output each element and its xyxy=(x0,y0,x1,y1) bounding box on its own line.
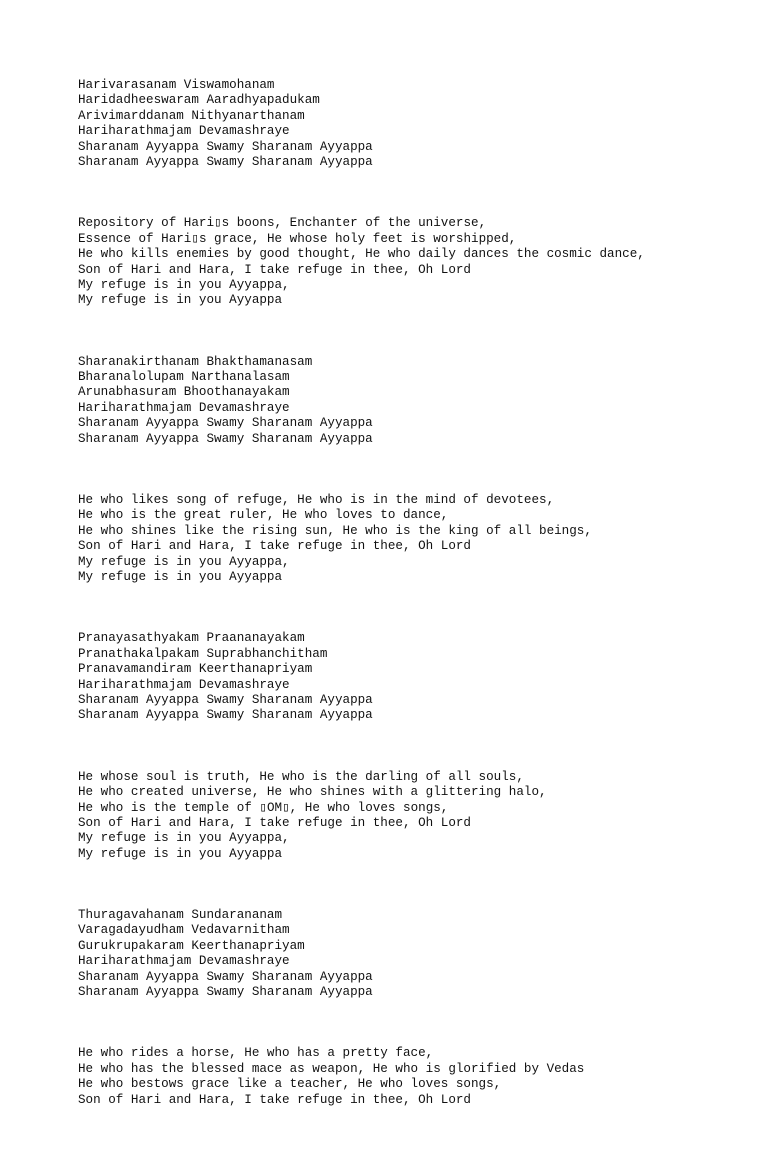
verse-line: Hariharathmajam Devamashraye xyxy=(78,954,290,969)
stanza-2-sanskrit xyxy=(78,355,758,447)
translation-line: He who rides a horse, He who has a pretty face, xyxy=(78,1046,434,1061)
refrain-line: My refuge is in you Ayyappa, xyxy=(78,554,290,569)
refrain-line: Sharanam Ayyappa Swamy Sharanam Ayyappa xyxy=(78,985,373,1000)
verse-line: Gurukrupakaram Keerthanapriyam xyxy=(78,938,305,953)
verse-line: Hariharathmajam Devamashraye xyxy=(78,677,290,692)
refrain-line: My refuge is in you Ayyappa, xyxy=(78,831,290,846)
refrain-line: Sharanam Ayyappa Swamy Sharanam Ayyappa xyxy=(78,708,373,723)
translation-line: Son of Hari and Hara, I take refuge in thee, Oh Lord xyxy=(78,262,471,277)
verse-line: Sharanakirthanam Bhakthamanasam xyxy=(78,354,313,369)
stanza-1-translation xyxy=(78,216,758,308)
refrain-line: My refuge is in you Ayyappa xyxy=(78,846,283,861)
translation-line: He who is the great ruler, He who loves to dance, xyxy=(78,508,449,523)
stanza-1-sanskrit xyxy=(78,78,758,170)
refrain-line: Sharanam Ayyappa Swamy Sharanam Ayyappa xyxy=(78,139,373,154)
verse-line: Arivimarddanam Nithyanarthanam xyxy=(78,108,305,123)
refrain-line: Sharanam Ayyappa Swamy Sharanam Ayyappa xyxy=(78,431,373,446)
refrain-line: Sharanam Ayyappa Swamy Sharanam Ayyappa xyxy=(78,154,373,169)
translation-line: Essence of Hari▯s grace, He whose holy feet is worshipped, xyxy=(78,231,517,246)
translation-line: He who is the temple of ▯OM▯, He who loves songs, xyxy=(78,800,449,815)
refrain-line: My refuge is in you Ayyappa, xyxy=(78,277,290,292)
translation-line: He whose soul is truth, He who is the darling of all souls, xyxy=(78,769,524,784)
document-page xyxy=(78,78,758,1154)
translation-line: He who likes song of refuge, He who is in the mind of devotees, xyxy=(78,493,555,508)
stanza-4-sanskrit xyxy=(78,908,758,1000)
stanza-4-translation xyxy=(78,1046,758,1108)
verse-line: Pranavamandiram Keerthanapriyam xyxy=(78,662,313,677)
refrain-line: My refuge is in you Ayyappa xyxy=(78,569,283,584)
refrain-line: Sharanam Ayyappa Swamy Sharanam Ayyappa xyxy=(78,416,373,431)
translation-line: Son of Hari and Hara, I take refuge in thee, Oh Lord xyxy=(78,1092,471,1107)
translation-line: He who created universe, He who shines with a glittering halo, xyxy=(78,785,547,800)
stanza-3-sanskrit xyxy=(78,631,758,723)
refrain-line: Sharanam Ayyappa Swamy Sharanam Ayyappa xyxy=(78,969,373,984)
translation-line: He who bestows grace like a teacher, He who loves songs, xyxy=(78,1077,502,1092)
verse-line: Bharanalolupam Narthanalasam xyxy=(78,370,290,385)
verse-line: Hariharathmajam Devamashraye xyxy=(78,400,290,415)
stanza-2-translation xyxy=(78,493,758,585)
verse-line: Thuragavahanam Sundarananam xyxy=(78,908,283,923)
translation-line: He who has the blessed mace as weapon, He who is glorified by Vedas xyxy=(78,1061,585,1076)
translation-line: Repository of Hari▯s boons, Enchanter of the universe, xyxy=(78,216,487,231)
translation-line: He who kills enemies by good thought, He who daily dances the cosmic dance, xyxy=(78,247,645,262)
refrain-line: My refuge is in you Ayyappa xyxy=(78,293,283,308)
translation-line: He who shines like the rising sun, He who is the king of all beings, xyxy=(78,523,592,538)
translation-line: Son of Hari and Hara, I take refuge in thee, Oh Lord xyxy=(78,539,471,554)
refrain-line: Sharanam Ayyappa Swamy Sharanam Ayyappa xyxy=(78,692,373,707)
verse-line: Arunabhasuram Bhoothanayakam xyxy=(78,385,290,400)
verse-line: Harivarasanam Viswamohanam xyxy=(78,78,275,92)
verse-line: Pranathakalpakam Suprabhanchitham xyxy=(78,646,328,661)
verse-line: Haridadheeswaram Aaradhyapadukam xyxy=(78,93,320,108)
stanza-3-translation xyxy=(78,770,758,862)
verse-line: Pranayasathyakam Praananayakam xyxy=(78,631,305,646)
translation-line: Son of Hari and Hara, I take refuge in thee, Oh Lord xyxy=(78,815,471,830)
verse-line: Hariharathmajam Devamashraye xyxy=(78,124,290,139)
verse-line: Varagadayudham Vedavarnitham xyxy=(78,923,290,938)
